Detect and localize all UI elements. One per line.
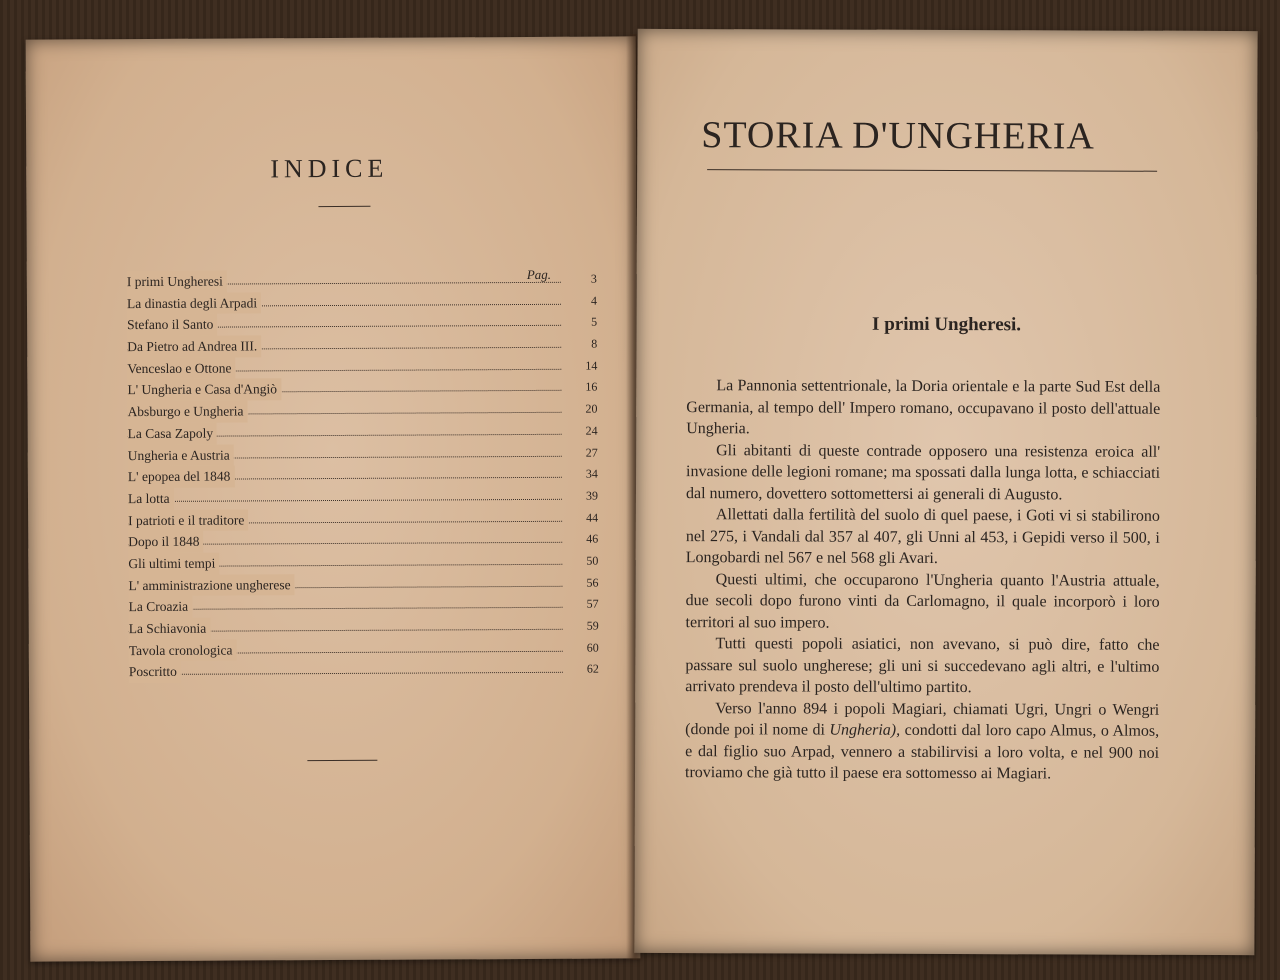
toc-entry	[129, 637, 599, 661]
toc-entry	[126, 266, 597, 293]
toc-entry-page: 27	[585, 445, 598, 460]
toc-entry-title: L' Ungheria e Casa d'Angiò	[127, 379, 281, 402]
toc-entry	[129, 616, 599, 640]
toc-entry-title: Absburgo e Ungheria	[127, 401, 247, 423]
toc-entry-title: Ungheria e Austria	[128, 444, 234, 466]
toc-entry-page: 8	[591, 336, 598, 351]
toc-entry	[128, 442, 598, 466]
toc-entry-page: 62	[586, 661, 599, 677]
toc-entry	[127, 312, 597, 336]
toc-entry-page: 39	[585, 488, 599, 503]
toc-entry-page: 57	[586, 596, 599, 611]
table-of-contents	[126, 266, 599, 684]
toc-entry-page: 14	[585, 358, 598, 373]
toc-entry-page: 4	[590, 293, 597, 308]
toc-entry-title: L' epopea del 1848	[128, 466, 235, 488]
toc-entry	[128, 529, 598, 553]
toc-entry	[128, 485, 598, 509]
toc-entry-title: La lotta	[128, 488, 174, 510]
toc-entry-page: 34	[585, 466, 598, 481]
chapter-body	[685, 375, 1160, 785]
toc-entry-page: 24	[585, 423, 598, 438]
toc-entry-title: Da Pietro ad Andrea III.	[127, 335, 261, 357]
toc-entry	[128, 551, 598, 575]
toc-entry-title: La dinastia degli Arpadi	[127, 292, 261, 314]
toc-entry-page: 44	[586, 510, 599, 525]
bottom-divider	[307, 760, 377, 761]
toc-entry	[127, 290, 597, 314]
toc-entry-title: Dopo il 1848	[128, 531, 203, 553]
toc-entry	[127, 399, 597, 423]
chapter-title: I primi Ungheresi.	[872, 313, 1022, 336]
paragraph: Tutti questi popoli asiatici, non avevano, si può dire, fatto che passare sul suolo ungherese; gli uni si succedevano agli altri, e l'ultimo arrivato prendeva il posto dell'ultimo partito.	[685, 635, 1160, 697]
left-page-index	[26, 36, 641, 961]
toc-entry	[128, 420, 598, 444]
toc-entry	[127, 355, 597, 379]
toc-entry	[128, 572, 598, 596]
text-run: condotti dal loro capo Almus, o Almos, e dal figlio suo Arpad, vennero a stabilirvisi a loro volta, e nel 900 noi troviamo che già tutto il paese era sottomesso ai Magiari.	[684, 721, 1160, 783]
toc-entry	[128, 507, 598, 531]
text-run: Verso l'anno 894 i popoli Magiari, chiamati Ugri, Ungri o Wengri (donde poi il nome di	[685, 699, 1160, 739]
title-divider	[318, 206, 370, 207]
toc-entry	[129, 594, 599, 618]
toc-entry	[128, 464, 598, 488]
title-underline	[707, 169, 1157, 172]
toc-entry-title: La Schiavonia	[129, 618, 211, 640]
toc-entry-title: La Casa Zapoly	[128, 422, 218, 444]
toc-entry	[129, 659, 599, 683]
toc-entry-title: Venceslao e Ottone	[127, 357, 235, 379]
toc-entry-page: 56	[586, 575, 599, 590]
leader-dots	[129, 607, 563, 610]
toc-entry	[127, 334, 597, 358]
paragraph-last	[685, 698, 1159, 786]
paragraph: Allettati dalla fertilità del suolo di quel paese, i Goti vi si stabilirono nel 275, i Vandali dal 357 al 407, gli Unni al 453, i Gepidi verso il 500, i Longobardi nel 567 e nel 568 gli Avari.	[685, 506, 1160, 567]
toc-entry-title: I primi Ungheresi	[127, 271, 227, 293]
toc-entry-title: Poscritto	[129, 661, 181, 683]
toc-entry-title: L' amministrazione ungherese	[128, 574, 294, 597]
toc-entry	[127, 377, 597, 401]
toc-entry-page: 3	[590, 271, 597, 286]
toc-entry-title: La Croazia	[129, 596, 193, 618]
leader-dots	[129, 672, 563, 675]
toc-entry-title: I patrioti e il traditore	[128, 509, 248, 531]
pag-label: Pag.	[526, 266, 552, 282]
toc-entry-title: Tavola cronologica	[129, 639, 237, 661]
toc-entry-title: Stefano il Santo	[127, 314, 217, 336]
toc-entry-page: 20	[585, 401, 598, 416]
index-title: INDICE	[270, 153, 389, 184]
toc-entry-page: 16	[585, 380, 598, 395]
leader-dots	[128, 499, 562, 502]
toc-entry-page: 5	[591, 314, 598, 330]
toc-entry-title: Gli ultimi tempi	[128, 553, 219, 575]
italic-run: Ungheria),	[829, 721, 901, 739]
paragraph: Questi ultimi, che occuparono l'Ungheria quanto l'Austria attuale, due secoli dopo furono vinti da Carlomagno, il quale incorporò i loro territori al suo impero.	[685, 570, 1160, 632]
toc-entry-page: 46	[586, 531, 599, 546]
toc-entry-page: 59	[586, 618, 599, 633]
toc-entry-page: 50	[586, 553, 599, 568]
paragraph: La Pannonia settentrionale, la Doria orientale e la parte Sud Est della Germania, al tempo dell' Impero romano, occupavano il posto dell'attuale Ungheria.	[686, 377, 1161, 438]
right-page-text	[634, 29, 1257, 955]
book-title: STORIA D'UNGHERIA	[701, 114, 1095, 158]
toc-entry-page: 60	[586, 640, 599, 655]
paragraph: Gli abitanti di queste contrade opposero una resistenza eroica all' invasione delle legioni romane; ma spossati dalla lunga lotta, e schiacciati dal numero, dovettero sottomettersi ai generali di Augusto.	[685, 441, 1161, 503]
